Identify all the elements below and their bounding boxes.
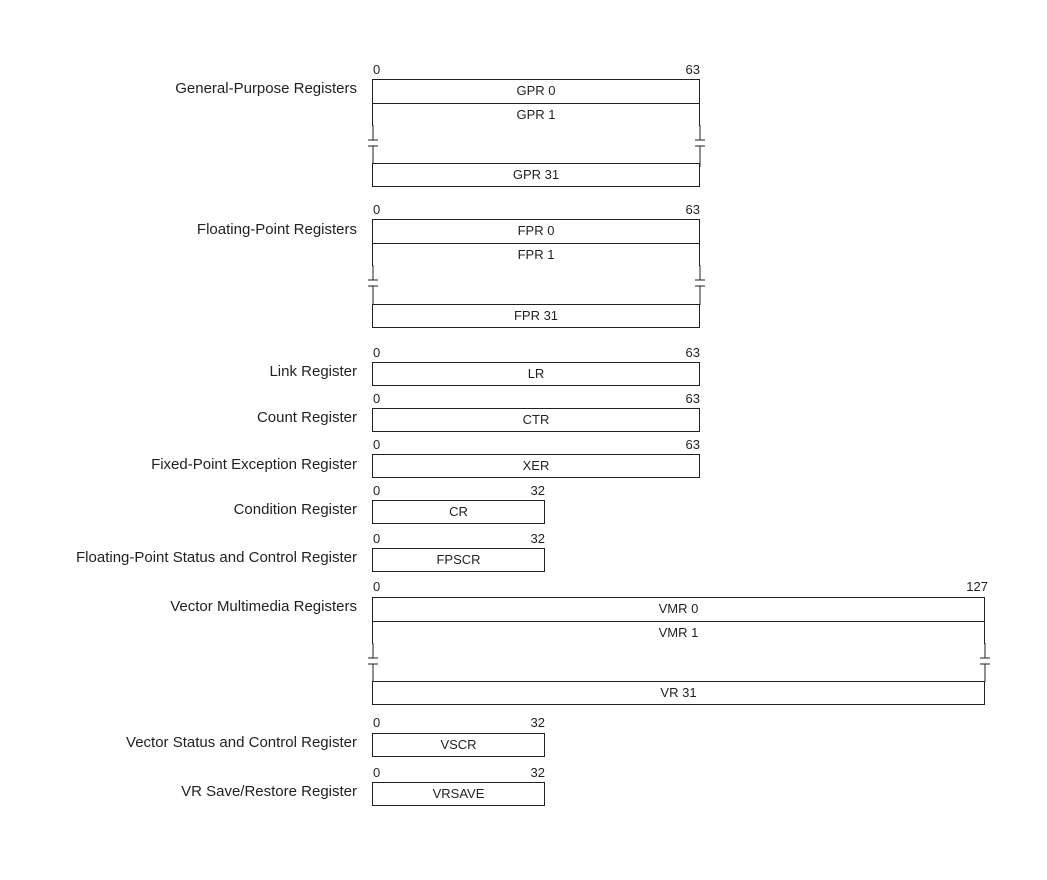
vmr-last-register [372,681,985,705]
fpscr-bit-start: 0 [373,531,381,546]
fpscr-label: Floating-Point Status and Control Register [76,549,357,566]
fpr-row-1: FPR 1 [373,243,699,266]
lr-bit-start: 0 [373,345,381,360]
gpr-last-register [372,163,700,187]
vrsave-register [372,782,545,806]
vscr-name: VSCR [440,737,477,752]
fpscr-name: FPSCR [436,552,481,567]
gpr-break-marks [365,125,710,167]
vrsave-label: VR Save/Restore Register [181,783,357,800]
xer-label: Fixed-Point Exception Register [151,456,357,473]
fpscr-register [372,548,545,572]
fpr-label: Floating-Point Registers [196,221,357,238]
vr-row-31: VR 31 [660,685,697,700]
vmr-break-marks [365,643,995,682]
cr-bit-end: 32 [530,483,545,498]
ctr-bit-end: 63 [685,391,700,406]
gpr-bit-start: 0 [373,62,381,77]
vrsave-bit-end: 32 [530,765,545,780]
vrsave-name: VRSAVE [432,786,485,801]
ctr-name: CTR [522,412,550,427]
xer-bit-end: 63 [685,437,700,452]
gpr-bit-end: 63 [685,62,700,77]
gpr-register-file [372,79,700,126]
fpr-register-file [372,219,700,266]
vmr-register-file [372,597,985,644]
vmr-row-0: VMR 0 [658,601,699,616]
xer-name: XER [522,458,550,473]
gpr-row-1: GPR 1 [373,103,699,126]
ctr-label: Count Register [256,409,357,426]
fpr-bit-start: 0 [373,202,381,217]
lr-name: LR [527,366,545,381]
vmr-row-1: VMR 1 [373,621,984,644]
fpr-row-0: FPR 0 [517,223,555,238]
cr-name: CR [449,504,468,519]
vscr-bit-end: 32 [530,715,545,730]
xer-register [372,454,700,478]
vmr-bit-start: 0 [373,579,381,594]
fpscr-bit-end: 32 [530,531,545,546]
vscr-bit-start: 0 [373,715,381,730]
cr-label: Condition Register [233,501,357,518]
lr-label: Link Register [269,363,357,380]
gpr-row-31: GPR 31 [512,167,560,182]
gpr-row-0: GPR 0 [516,83,556,98]
ctr-register [372,408,700,432]
cr-register [372,500,545,524]
lr-register [372,362,700,386]
xer-bit-start: 0 [373,437,381,452]
cr-bit-start: 0 [373,483,381,498]
vmr-bit-end: 127 [966,579,988,594]
fpr-break-marks [365,265,710,305]
lr-bit-end: 63 [685,345,700,360]
vmr-label: Vector Multimedia Registers [170,598,357,615]
vrsave-bit-start: 0 [373,765,381,780]
gpr-label: General-Purpose Registers [175,80,357,97]
fpr-row-31: FPR 31 [513,308,559,323]
fpr-last-register [372,304,700,328]
vscr-register [372,733,545,757]
ctr-bit-start: 0 [373,391,381,406]
vscr-label: Vector Status and Control Register [126,734,357,751]
fpr-bit-end: 63 [685,202,700,217]
